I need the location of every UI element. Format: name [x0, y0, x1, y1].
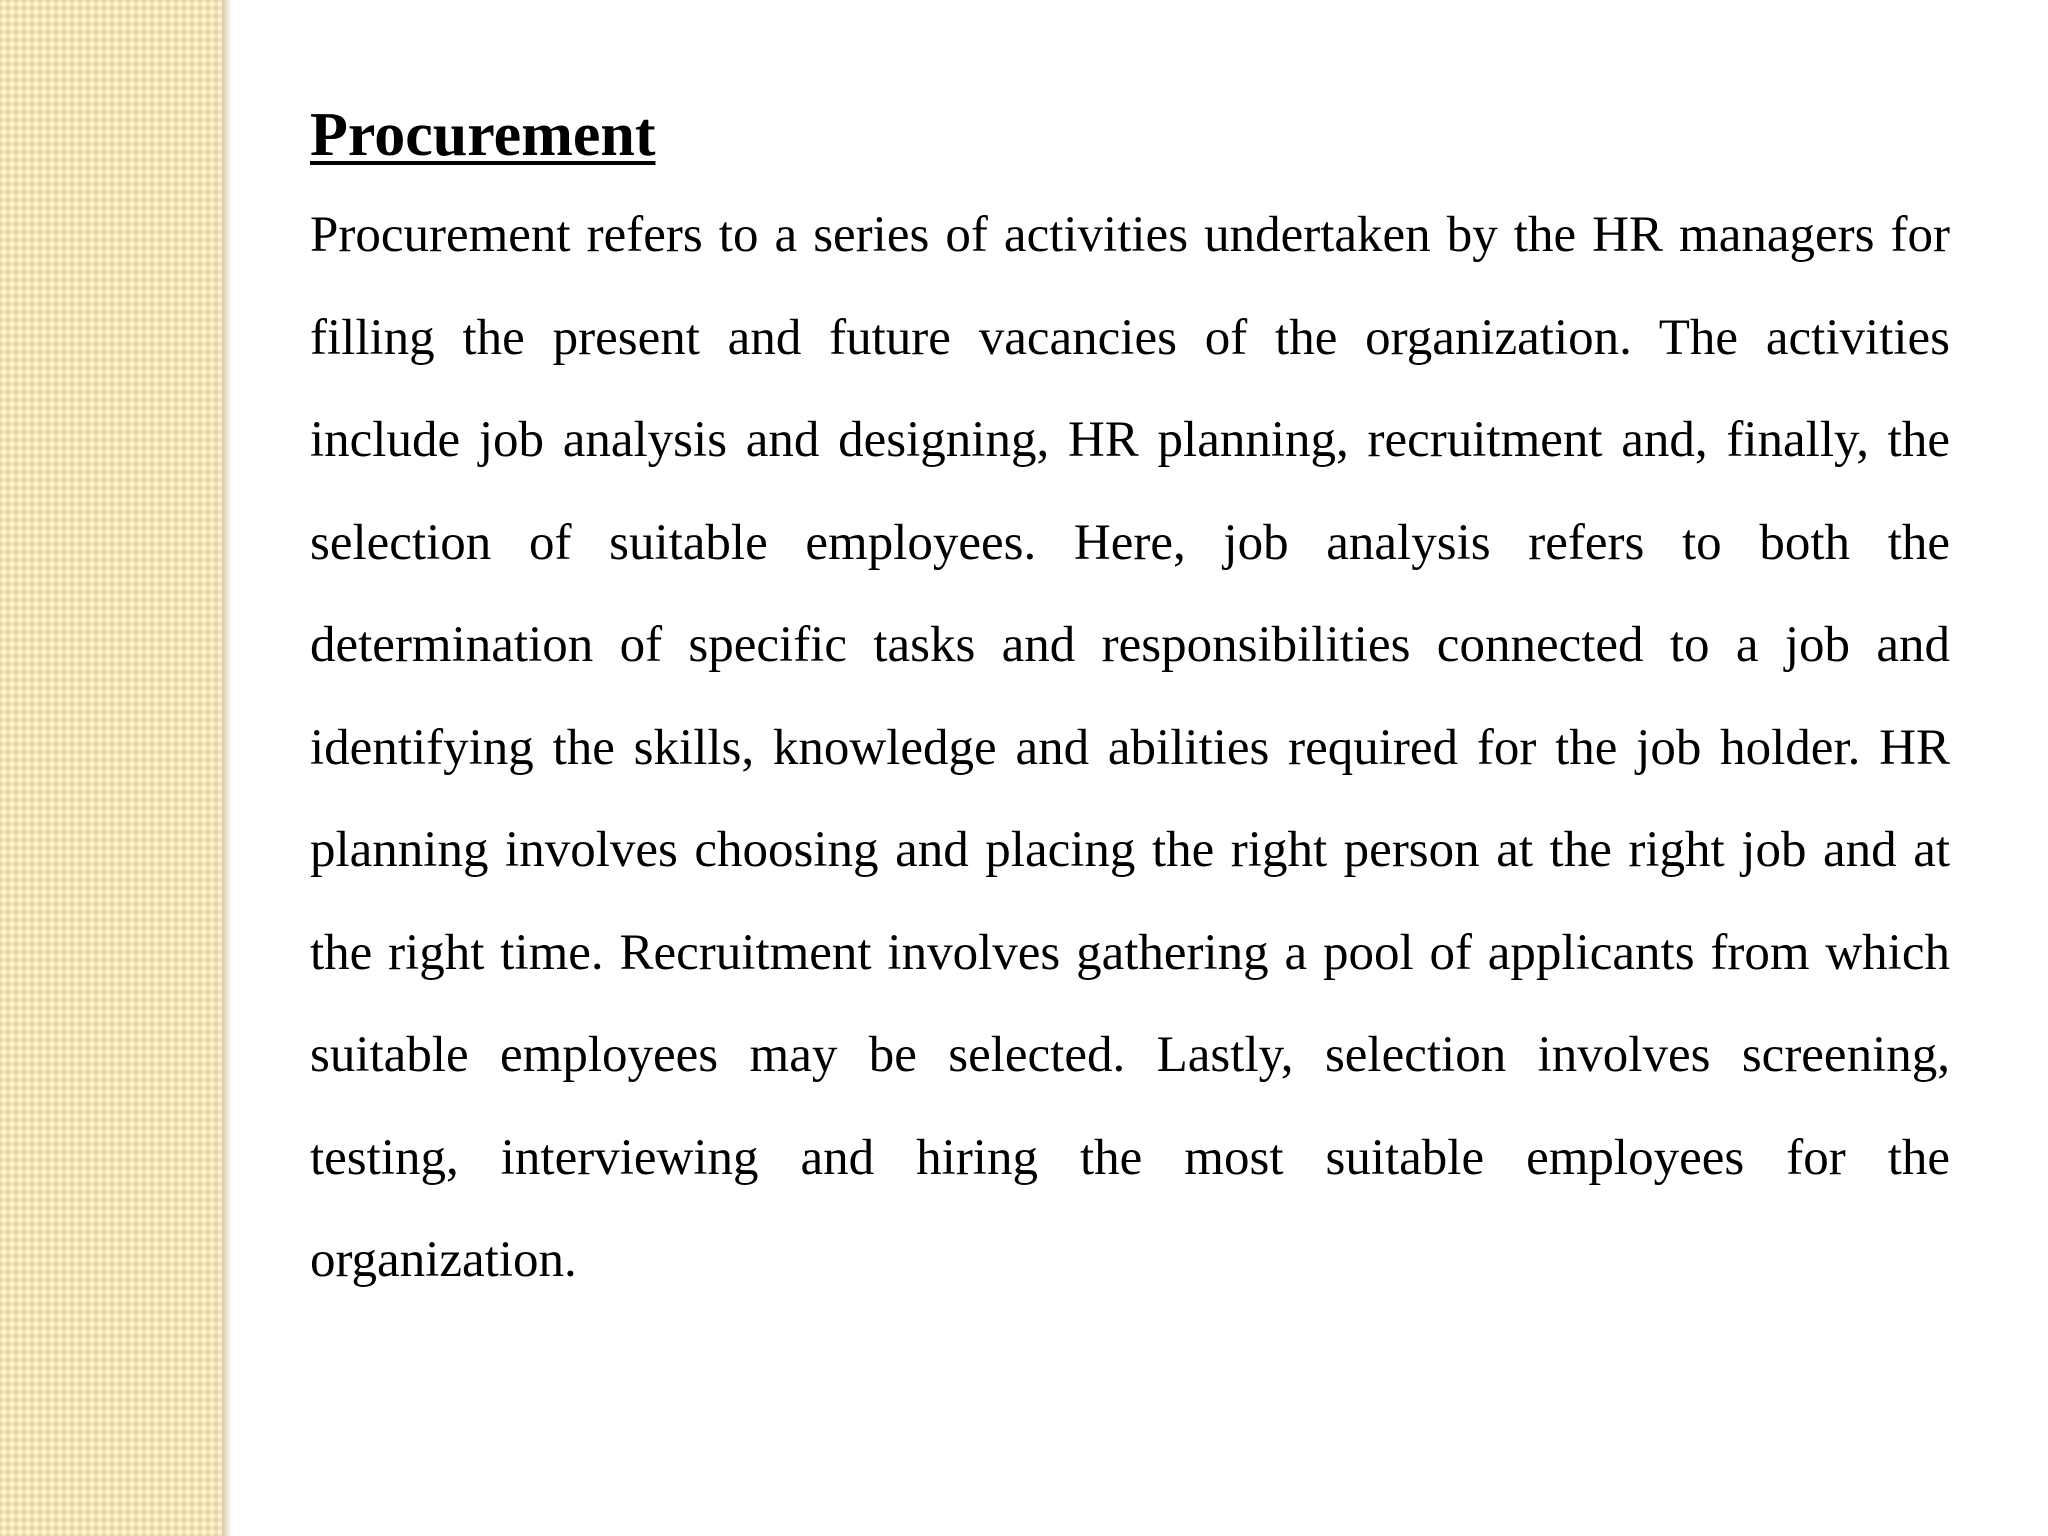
decorative-side-band	[0, 0, 222, 1536]
slide-heading: Procurement	[310, 101, 656, 169]
side-band-shadow	[222, 0, 232, 1536]
slide-content	[310, 96, 1950, 1312]
slide-paragraph: Procurement refers to a series of activities undertaken by the HR managers for filling the present and future vacancies of the organization. The activities include job analysis and designing, HR planning, recruitment and, finally, the selection of suitable employees. Here, job analysis refers to both the determination of specific tasks and responsibilities connected to a job and identifying the skills, knowledge and abilities required for the job holder. HR planning involves choosing and placing the right person at the right job and at the right time. Recruitment involves gathering a pool of applicants from which suitable employees may be selected. Lastly, selection involves screening, testing, interviewing and hiring the most suitable employees for the organization.	[310, 207, 1950, 1288]
